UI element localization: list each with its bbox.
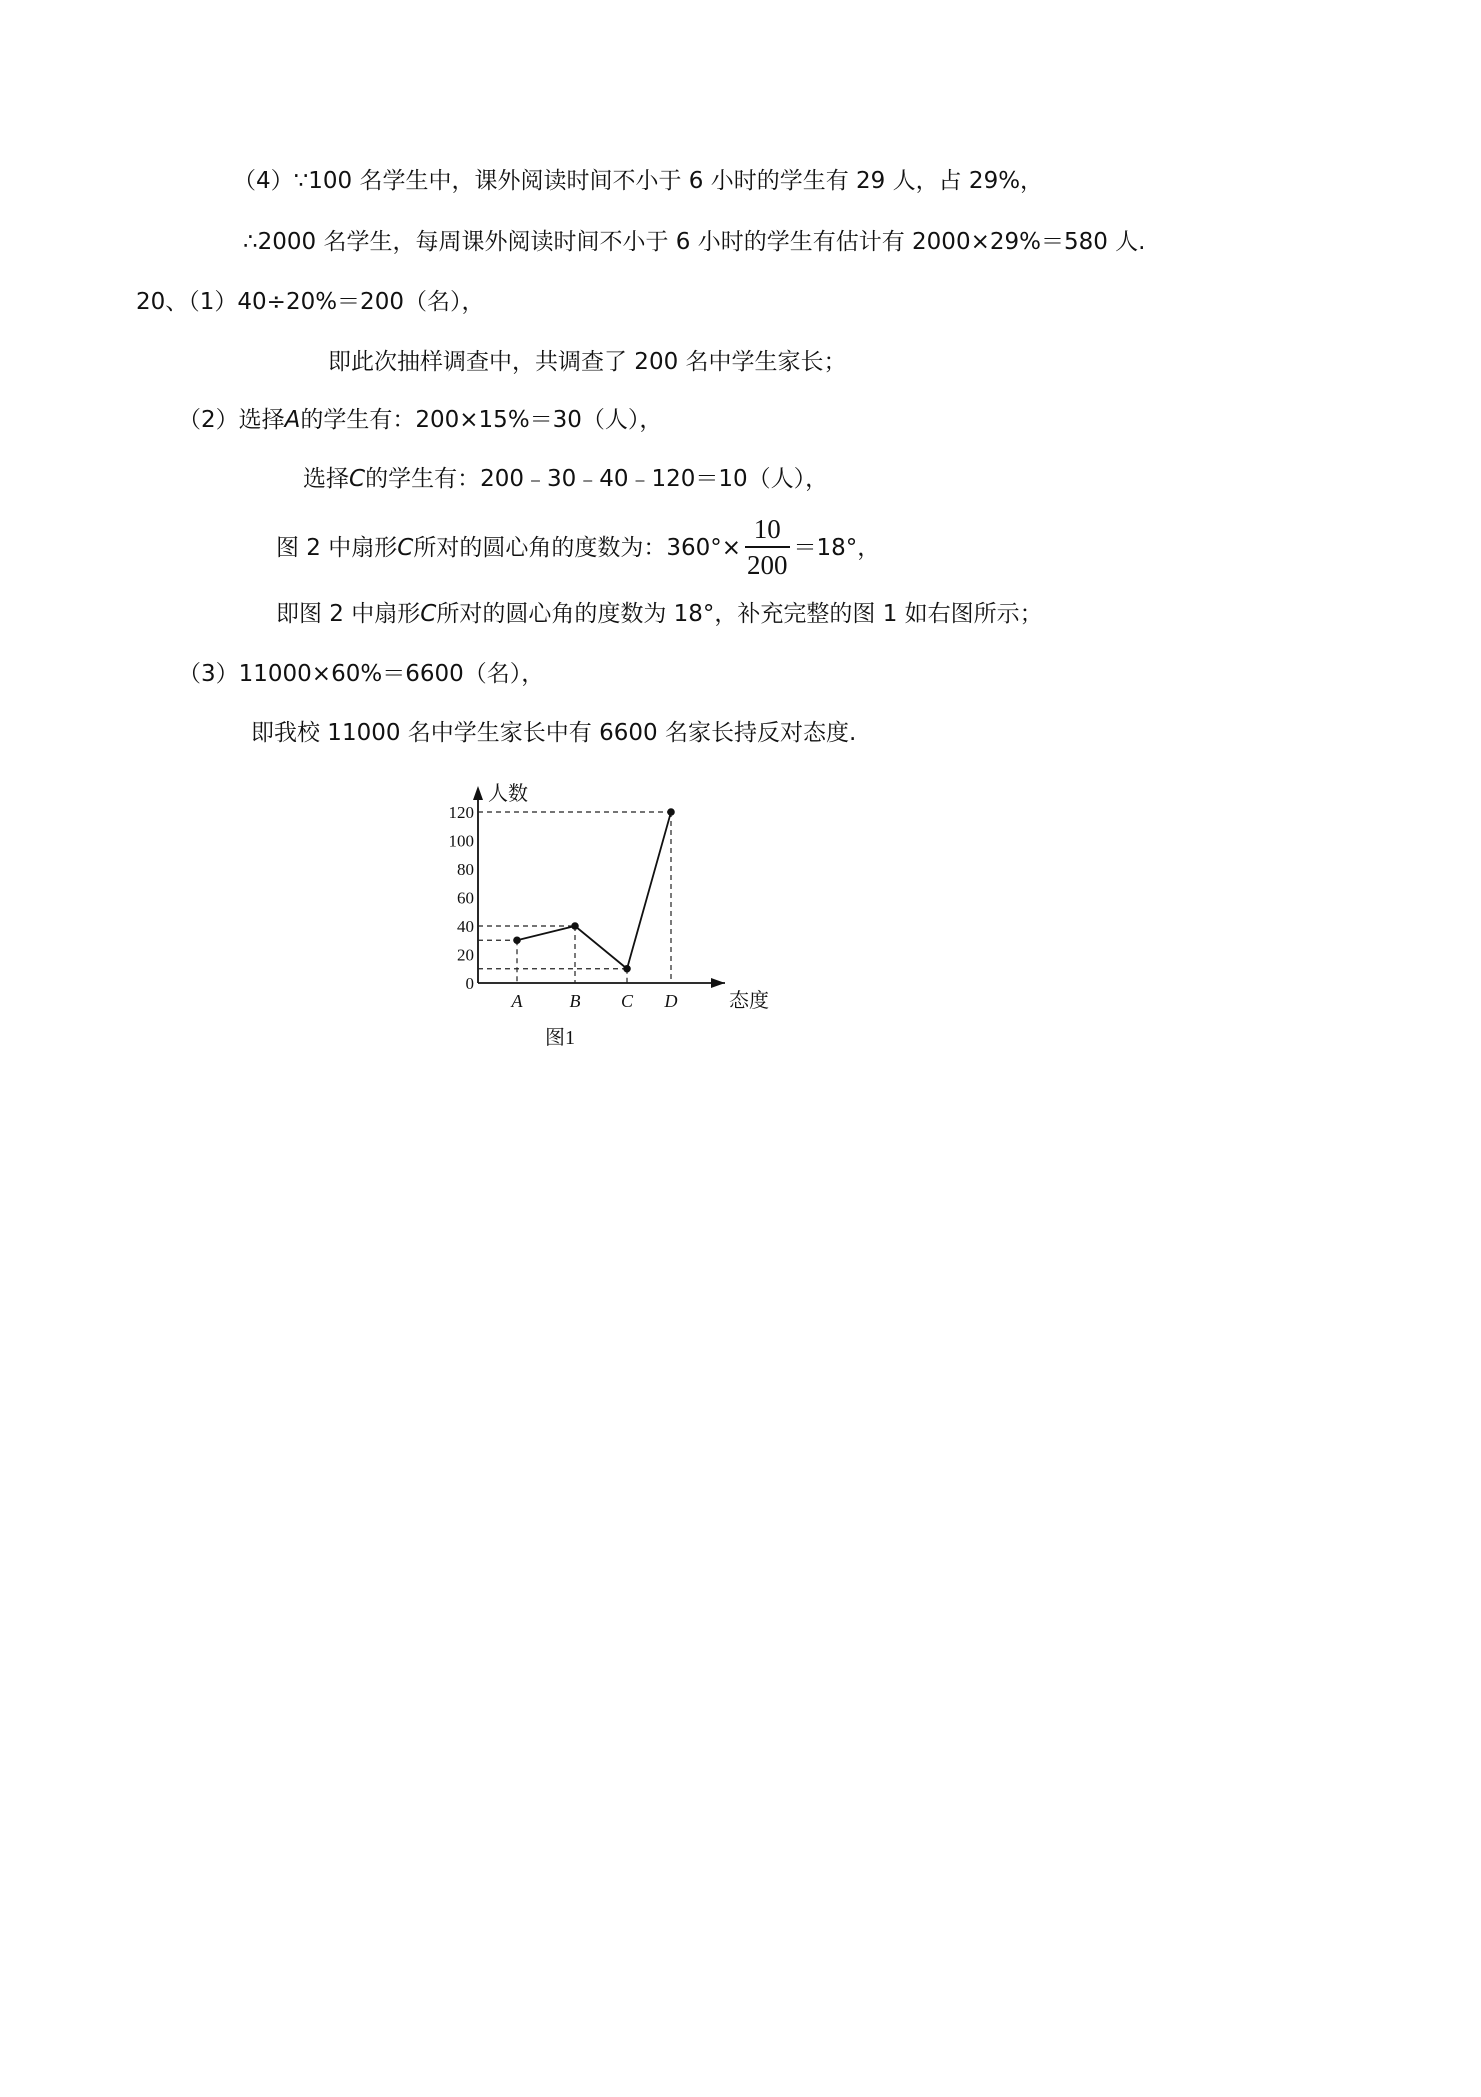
y-tick-label: 120 xyxy=(448,803,474,822)
figure-1-line-chart xyxy=(425,772,775,1072)
y-tick-label: 100 xyxy=(448,831,474,851)
data-point xyxy=(623,965,631,973)
y-tick-label: 80 xyxy=(457,860,474,879)
text-line-6: 选择C的学生有：200﹣30﹣40﹣120＝10（人）， xyxy=(303,466,829,492)
x-tick-label: A xyxy=(511,991,523,1011)
variable-c: C xyxy=(349,466,366,492)
figure-caption: 图1 xyxy=(545,1027,575,1049)
text-line-2: ∴2000 名学生，每周课外阅读时间不小于 6 小时的学生有估计有 2000×29%＝580 人. xyxy=(243,229,1146,255)
x-tick-label: C xyxy=(620,991,634,1011)
variable-c: C xyxy=(420,601,437,627)
variable-a: A xyxy=(284,407,301,433)
x-axis-label: 态度 xyxy=(729,990,769,1012)
text-line-8: 即图 2 中扇形C所对的圆心角的度数为 18°，补充完整的图 1 如右图所示； xyxy=(276,601,1043,627)
data-point xyxy=(571,922,579,930)
y-tick-label: 20 xyxy=(457,945,474,965)
data-point xyxy=(667,808,675,816)
variable-c: C xyxy=(397,535,414,561)
y-tick-label: 40 xyxy=(457,917,474,936)
fraction-denominator: 200 xyxy=(745,546,790,582)
text-line-5: （2）选择A的学生有：200×15%＝30（人）， xyxy=(178,407,663,433)
y-axis-arrow-icon xyxy=(473,786,483,800)
text-line-10: 即我校 11000 名中学生家长中有 6600 名家长持反对态度. xyxy=(251,720,857,746)
data-point xyxy=(513,936,521,944)
x-tick-label: B xyxy=(569,991,581,1011)
x-tick-label: D xyxy=(664,991,678,1011)
y-tick-label: 0 xyxy=(465,974,474,993)
text-line-1: （4）∵100 名学生中，课外阅读时间不小于 6 小时的学生有 29 人，占 29%， xyxy=(233,168,1044,194)
y-axis-label: 人数 xyxy=(488,783,528,805)
text-line-3: 20、（1）40÷20%＝200（名）， xyxy=(136,289,485,315)
y-tick-label: 60 xyxy=(457,888,474,908)
text-line-4: 即此次抽样调查中，共调查了 200 名中学生家长； xyxy=(328,349,847,375)
fraction-numerator: 10 xyxy=(753,513,781,544)
text-line-7: 图 2 中扇形C所对的圆心角的度数为：360°× $\frac{10}{200}$ ＝18°， xyxy=(276,510,880,586)
data-series-line xyxy=(517,812,671,969)
x-axis-arrow-icon xyxy=(711,978,725,988)
fraction xyxy=(745,512,790,582)
text-line-9: （3）11000×60%＝6600（名）， xyxy=(178,661,545,687)
